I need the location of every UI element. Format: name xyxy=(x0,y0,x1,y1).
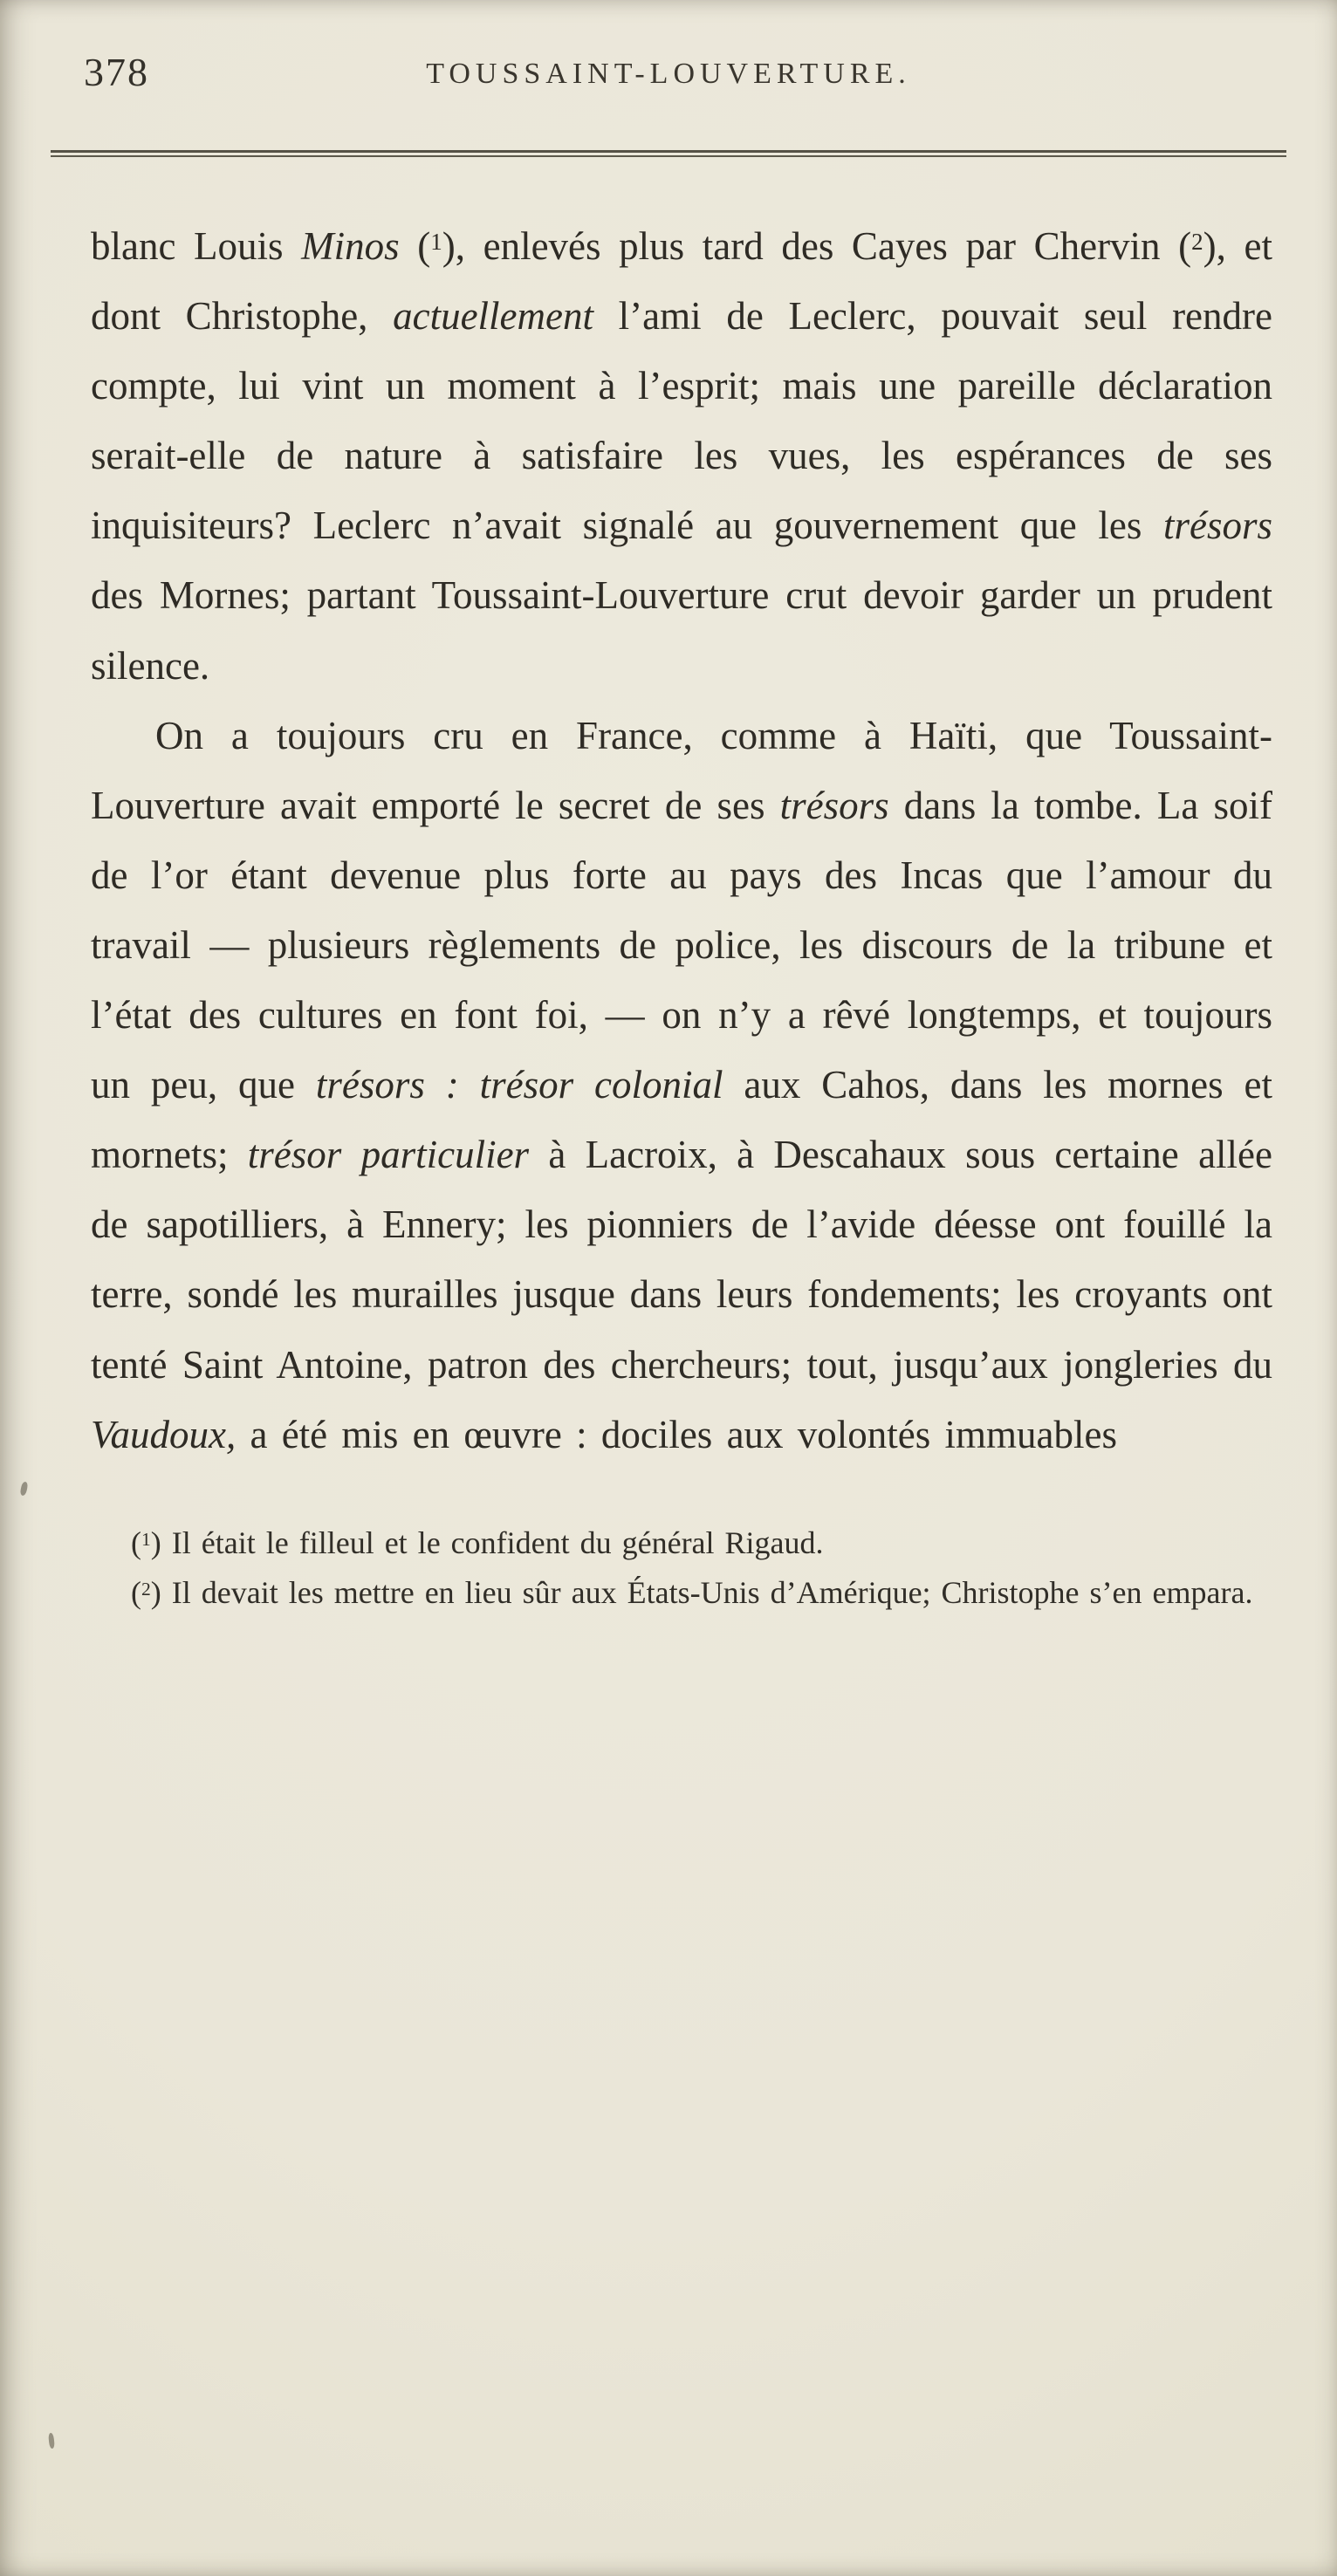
text-segment: ( xyxy=(131,1575,141,1611)
term-tresors: trésors xyxy=(1162,504,1272,548)
text-segment: l’ami de Leclerc, pouvait seul rendre compte, lui vint un moment à l’esprit; mais une pareille déclaration serait-elle de nature à satisfaire les vues, les espérances de ses inquisiteurs? Leclerc n’avait signalé au gouvernement que les xyxy=(91,294,1272,548)
text-segment: aux Cahos, dans les mornes et mornets; xyxy=(91,1063,1272,1177)
text-segment: dans la tombe. La soif de l’or étant devenue plus forte au pays des Incas que l’amour du travail — plusieurs règlements de police, les discours de la tribune et l’état des cultures en font foi, — on n’y a rêvé longtemps, et toujours un peu, que xyxy=(91,783,1272,1107)
running-head: TOUSSAINT-LOUVERTURE. xyxy=(426,58,911,90)
term-actuellement: actuellement xyxy=(393,294,593,339)
term-tresor-particulier: trésor particulier xyxy=(247,1133,530,1177)
text-segment: blanc Louis xyxy=(91,224,302,268)
footnote-marker-1: 1 xyxy=(141,1528,151,1550)
footnotes xyxy=(93,1518,1260,1619)
footnote-ref-2: 2 xyxy=(1191,228,1203,255)
term-vaudoux: Vaudoux, xyxy=(91,1412,237,1456)
text-segment: On a toujours cru en France, comme à Haïti, que Toussaint-Louverture avait emporté le secret de ses xyxy=(91,713,1272,827)
text-segment: ) xyxy=(150,1575,161,1611)
page-header xyxy=(0,0,1337,103)
text-segment: ) xyxy=(150,1524,161,1560)
scan-speck xyxy=(19,1481,28,1496)
footnote-1 xyxy=(93,1518,1260,1569)
paragraph-2 xyxy=(91,701,1272,1470)
text-segment: ), et dont Christophe, xyxy=(91,224,1272,339)
text-segment: ( xyxy=(131,1524,141,1560)
page-number: 378 xyxy=(84,50,149,94)
footnote-ref-1: 1 xyxy=(430,228,442,255)
term-minos: Minos xyxy=(301,224,400,268)
paragraph-1 xyxy=(91,211,1272,701)
footnote-marker-2: 2 xyxy=(141,1579,151,1600)
body-text xyxy=(91,211,1272,1470)
text-segment: à Lacroix, à Descahaux sous certaine allée de sapotilliers, à Ennery; les pionniers de l’avide déesse ont fouillé la terre, sondé les murailles jusque dans leurs fondements; les croyants ont tenté Saint Antoine, patron des chercheurs; tout, jusqu’aux jongleries du xyxy=(91,1133,1272,1387)
footnote-text: Il était le filleul et le confident du général Rigaud. xyxy=(161,1524,824,1560)
footnote-text: Il devait les mettre en lieu sûr aux États-Unis d’Amérique; Christophe s’en empara. xyxy=(161,1575,1253,1611)
header-divider xyxy=(51,150,1286,157)
text-segment: des Mornes; partant Toussaint-Louverture crut devoir garder un prudent silence. xyxy=(91,573,1272,688)
text-segment: a été mis en œuvre : dociles aux volontés immuables xyxy=(236,1412,1117,1456)
term-tresors: trésors xyxy=(779,783,889,827)
scan-speck xyxy=(48,2433,55,2449)
footnote-2 xyxy=(93,1568,1260,1619)
term-tresor-colonial: trésors : trésor colonial xyxy=(315,1063,723,1107)
text-segment: ( xyxy=(399,224,431,268)
text-segment: ), enlevés plus tard des Cayes par Chervin ( xyxy=(442,224,1192,268)
